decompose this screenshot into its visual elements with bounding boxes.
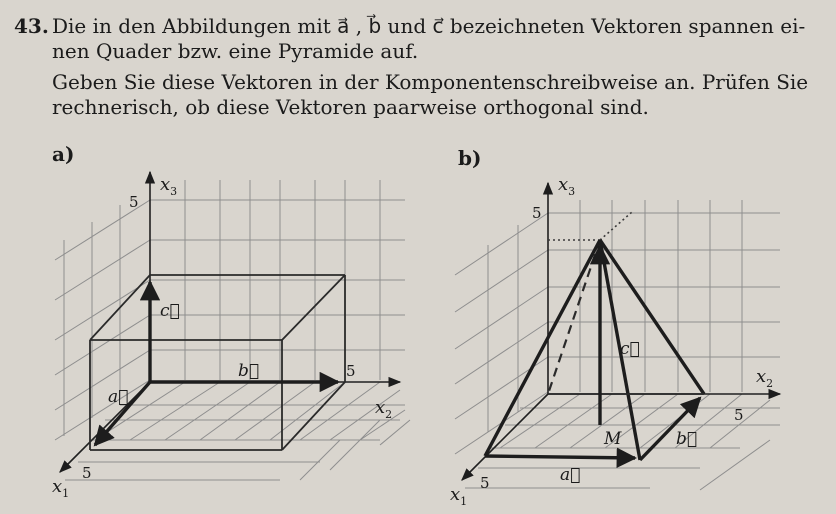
figure-a-vector-a-label: a⃗ xyxy=(108,387,129,407)
figure-b-point-m-label: M xyxy=(604,429,622,449)
figure-b-x1-tick: 5 xyxy=(480,474,490,492)
figure-b-vector-a-label: a⃗ xyxy=(560,465,581,485)
figure-b-vector-b-label: b⃗ xyxy=(676,429,698,449)
figure-a-x2-tick: 5 xyxy=(346,362,356,380)
figure-b-vector-c-label: c⃗ xyxy=(620,339,640,359)
figure-a-cuboid xyxy=(90,275,345,450)
figure-a-x1-tick: 5 xyxy=(82,464,92,482)
figure-a-label: a) xyxy=(52,142,75,166)
figure-a-vector-b-label: b⃗ xyxy=(238,361,260,381)
figure-b-x1-axis xyxy=(462,394,548,480)
figure-b-vector-a xyxy=(485,456,635,458)
figure-b xyxy=(450,174,780,508)
figure-b-x2-label: $x_2$ xyxy=(756,366,774,390)
figure-b-x2-tick: 5 xyxy=(734,406,744,424)
figure-a-vector-c-label: c⃗ xyxy=(160,301,180,321)
figure-b-x3-label: $x_3$ xyxy=(558,174,576,198)
problem-line-3: Geben Sie diese Vektoren in der Komponentenschreibweise an. Prüfen Sie xyxy=(52,70,809,94)
figure-a-x1-label: $x_1$ xyxy=(52,476,70,500)
problem-number: 43. xyxy=(14,14,49,38)
figure-a-grid xyxy=(55,180,410,480)
figure-a-x3-tick: 5 xyxy=(129,193,139,211)
problem-line-1: Die in den Abbildungen mit a⃗ , b⃗ und c⃗ bezeichneten Vektoren spannen ei- xyxy=(52,14,806,38)
problem-line-2: nen Quader bzw. eine Pyramide auf. xyxy=(52,39,419,63)
figure-a-x2-label: $x_2$ xyxy=(375,397,393,421)
figure-b-label: b) xyxy=(458,146,482,170)
figure-a-x3-label: $x_3$ xyxy=(160,174,178,198)
figure-b-depth-guide xyxy=(600,212,632,240)
figure-b-x1-label: $x_1$ xyxy=(450,484,468,508)
figure-a xyxy=(52,172,410,500)
problem-line-4: rechnerisch, ob diese Vektoren paarweise orthogonal sind. xyxy=(52,95,649,119)
figure-b-x3-tick: 5 xyxy=(532,204,542,222)
